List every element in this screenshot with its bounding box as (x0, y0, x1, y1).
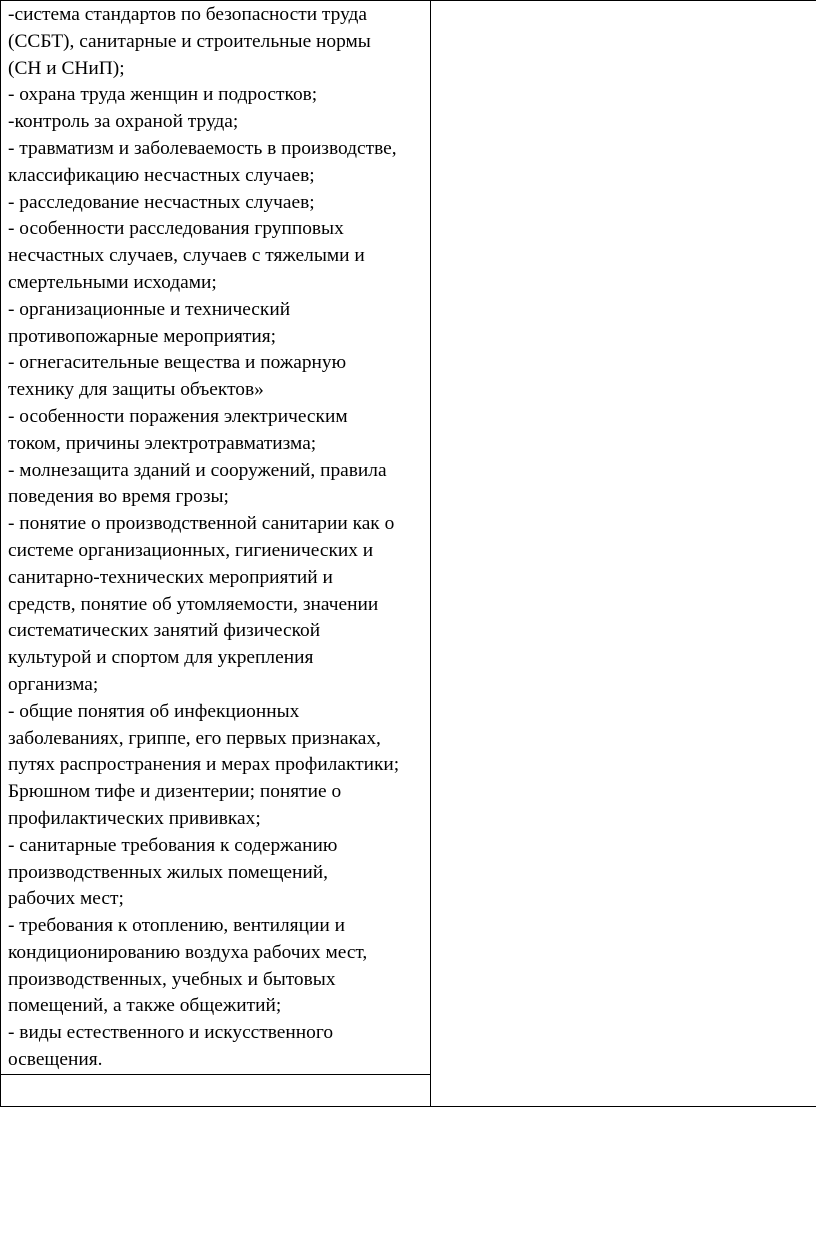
cell-text-line: несчастных случаев, случаев с тяжелыми и (8, 245, 365, 267)
cell-text-line: помещений, а также общежитий; (8, 995, 282, 1017)
cell-text-line: поведения во время грозы; (8, 486, 229, 508)
cell-text-line: санитарно-технических мероприятий и (8, 566, 333, 588)
cell-text-line: - организационные и технический (8, 298, 291, 320)
cell-text-line: освещения. (8, 1049, 103, 1071)
cell-text-line: культурой и спортом для укрепления (8, 647, 314, 669)
cell-text-line: - требования к отоплению, вентиляции и (8, 915, 345, 937)
cell-text-line: производственных, учебных и бытовых (8, 968, 336, 990)
cell-text-line: Брюшном тифе и дизентерии; понятие о (8, 781, 342, 803)
cell-text-line: организма; (8, 673, 99, 695)
row-divider (0, 1074, 430, 1075)
cell-text-line: -контроль за охраной труда; (8, 111, 239, 133)
cell-text-line: - санитарные требования к содержанию (8, 834, 338, 856)
table-cell-left (8, 2, 428, 1074)
table-left-border (0, 0, 1, 1107)
table-top-border (0, 0, 816, 1)
column-divider (430, 0, 431, 1107)
table-cell-bottom-left (8, 1078, 428, 1098)
cell-text-line: - понятие о производственной санитарии как о (8, 513, 395, 535)
table-cell-right (432, 2, 812, 22)
cell-text-line: - огнегасительные вещества и пожарную (8, 352, 347, 374)
cell-text-line: (ССБТ), санитарные и строительные нормы (8, 30, 371, 52)
cell-text-line: - особенности расследования групповых (8, 218, 344, 240)
cell-text-line: (СН и СНиП); (8, 57, 125, 79)
cell-text-line: - травматизм и заболеваемость в производстве, (8, 137, 397, 159)
cell-text-line: -система стандартов по безопасности труда (8, 4, 368, 25)
cell-text-line: - особенности поражения электрическим (8, 405, 348, 427)
cell-text-line: кондиционированию воздуха рабочих мест, (8, 941, 368, 963)
cell-text-line: - охрана труда женщин и подростков; (8, 84, 318, 106)
cell-text-line: классификацию несчастных случаев; (8, 164, 315, 186)
cell-text-line: средств, понятие об утомляемости, значении (8, 593, 379, 615)
cell-text-line: рабочих мест; (8, 888, 124, 910)
cell-text-line: заболеваниях, гриппе, его первых признаках, (8, 727, 381, 749)
cell-text-line: технику для защиты объектов» (8, 379, 264, 401)
cell-text-line: путях распространения и мерах профилактики; (8, 754, 400, 776)
cell-text-line: производственных жилых помещений, (8, 861, 329, 883)
cell-text-line: систематических занятий физической (8, 620, 321, 642)
cell-text-line: профилактических прививках; (8, 807, 261, 829)
cell-text-line: - молнезащита зданий и сооружений, правила (8, 459, 387, 481)
cell-text-line: - виды естественного и искусственного (8, 1022, 334, 1044)
cell-text-line: противопожарные мероприятия; (8, 325, 277, 347)
cell-text-line: - общие понятия об инфекционных (8, 700, 300, 722)
table-bottom-border (0, 1106, 816, 1107)
cell-text-line: системе организационных, гигиенических и (8, 539, 374, 561)
cell-text-line: смертельными исходами; (8, 271, 217, 293)
cell-text-line: - расследование несчастных случаев; (8, 191, 315, 213)
cell-text-line: током, причины электротравматизма; (8, 432, 317, 454)
